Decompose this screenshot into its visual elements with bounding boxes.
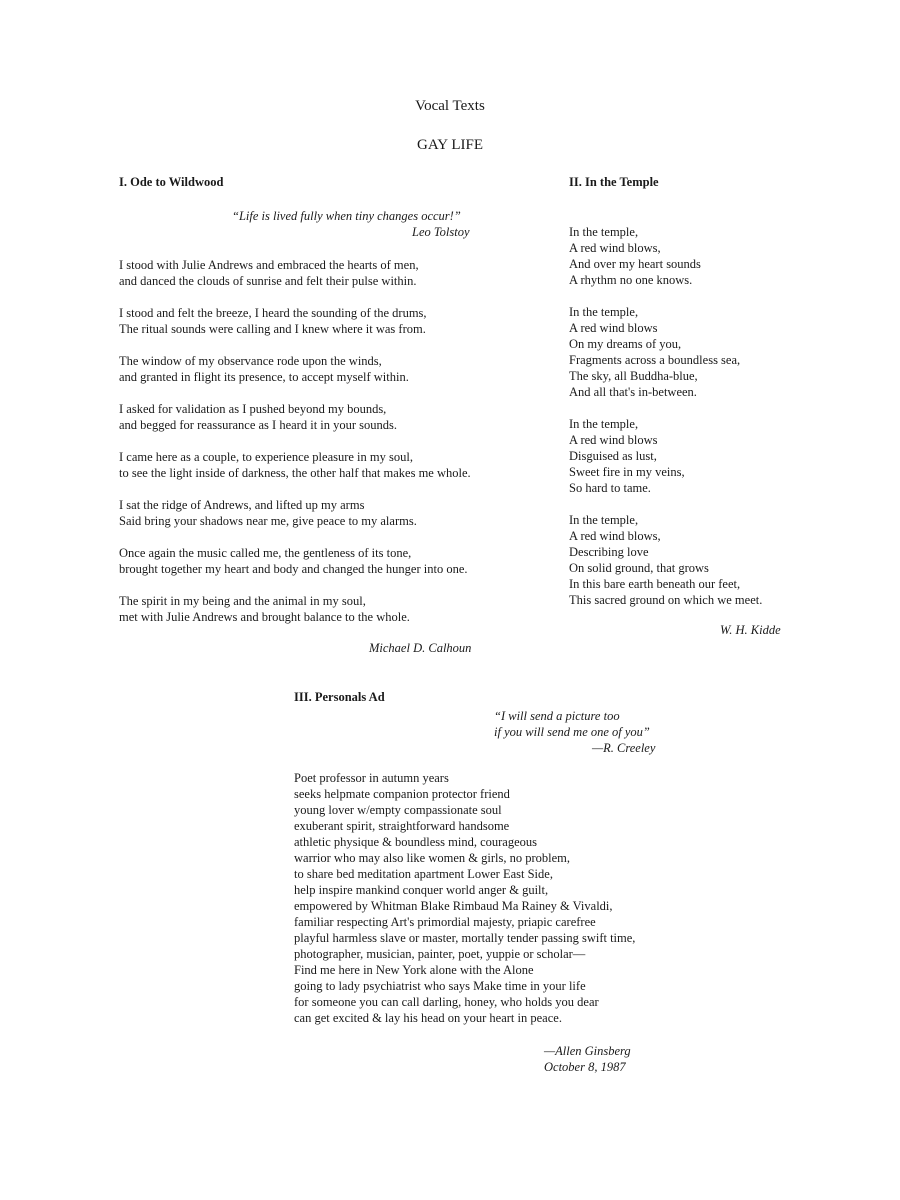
poem3-epigraph [494,708,655,756]
credit-line: Michael D. Calhoun [369,641,472,655]
poem-line: A red wind blows [569,433,658,447]
poem-line: met with Julie Andrews and brought balance to the whole. [119,610,410,624]
poem-line: In the temple, [569,513,639,527]
poem-line: to share bed meditation apartment Lower East Side, [294,867,553,881]
poem-line: and granted in flight its presence, to accept myself within. [119,370,409,384]
poem1-stanza [119,449,471,481]
poem-line: On my dreams of you, [569,337,682,351]
poem-line: And over my heart sounds [569,257,701,271]
poem-line: The ritual sounds were calling and I knew where it was from. [119,322,426,336]
poem-line: A red wind blows, [569,241,661,255]
page-subtitle: GAY LIFE [417,137,483,153]
poem-line: Describing love [569,545,649,559]
poem-line: So hard to tame. [569,481,651,495]
poem-line: athletic physique & boundless mind, courageous [294,835,538,849]
poem-line: In the temple, [569,417,639,431]
poem-line: This sacred ground on which we meet. [569,593,763,607]
poem-line: Once again the music called me, the gentleness of its tone, [119,546,412,560]
poem-line: A rhythm no one knows. [569,273,693,287]
poem3-epigraph-line: “I will send a picture too [494,709,620,723]
poem-line: On solid ground, that grows [569,561,709,575]
poem3-stanza [294,770,635,1026]
poem-line: Disguised as lust, [569,449,657,463]
poem-line: Fragments across a boundless sea, [569,353,741,367]
poem3-epigraph-line: if you will send me one of you” [494,725,650,739]
poem2-stanza [569,512,762,608]
poem2-credit [720,622,781,638]
poem-line: I stood with Julie Andrews and embraced the hearts of men, [119,258,419,272]
poem1-stanza [119,497,417,529]
poem1-stanza [119,305,427,337]
credit-line: W. H. Kidde [720,623,781,637]
poem-line: seeks helpmate companion protector friend [294,787,510,801]
poem-line: Poet professor in autumn years [294,771,449,785]
poem-line: In this bare earth beneath our feet, [569,577,741,591]
poem-line: help inspire mankind conquer world anger & guilt, [294,883,549,897]
poem-line: In the temple, [569,305,639,319]
poem2-heading: II. In the Temple [569,175,659,189]
page-title: Vocal Texts [415,98,485,114]
poem-line: The sky, all Buddha-blue, [569,369,698,383]
poem-line: A red wind blows [569,321,658,335]
poem-line: playful harmless slave or master, mortally tender passing swift time, [294,931,636,945]
poem-line: The spirit in my being and the animal in my soul, [119,594,366,608]
poem-line: warrior who may also like women & girls, no problem, [294,851,570,865]
poem-line: for someone you can call darling, honey, who holds you dear [294,995,599,1009]
poem-line: Sweet fire in my veins, [569,465,685,479]
poem3-heading: III. Personals Ad [294,690,385,704]
poem-line: I came here as a couple, to experience pleasure in my soul, [119,450,413,464]
poem-line: The window of my observance rode upon the winds, [119,354,382,368]
poem-line: brought together my heart and body and changed the hunger into one. [119,562,468,576]
poem-line: I asked for validation as I pushed beyond my bounds, [119,402,387,416]
poem-line: and begged for reassurance as I heard it in your sounds. [119,418,398,432]
poem1-stanza [119,401,397,433]
poem1-epigraph [232,208,461,224]
poem-line: I stood and felt the breeze, I heard the sounding of the drums, [119,306,427,320]
credit-line: —Allen Ginsberg [544,1044,631,1058]
poem-line: familiar respecting Art's primordial majesty, priapic carefree [294,915,596,929]
credit-line: October 8, 1987 [544,1060,626,1074]
poem-line: going to lady psychiatrist who says Make time in your life [294,979,586,993]
poem1-stanza [119,593,410,625]
poem-line: empowered by Whitman Blake Rimbaud Ma Rainey & Vivaldi, [294,899,613,913]
poem-line: Find me here in New York alone with the Alone [294,963,534,977]
poem1-heading: I. Ode to Wildwood [119,175,224,189]
poem1-stanza [119,545,468,577]
poem-line: to see the light inside of darkness, the other half that makes me whole. [119,466,471,480]
poem1-epigraph-line: “Life is lived fully when tiny changes occur!” [232,209,461,223]
poem-line: In the temple, [569,225,639,239]
poem1-epigraph-author: Leo Tolstoy [412,225,470,239]
poem-line: can get excited & lay his head on your heart in peace. [294,1011,562,1025]
poem2-stanza [569,224,701,288]
poem-line: Said bring your shadows near me, give peace to my alarms. [119,514,417,528]
poem1-credit [369,640,471,656]
poem3-epigraph-author: —R. Creeley [592,741,656,755]
poem2-stanza [569,416,685,496]
poem-line: And all that's in-between. [569,385,697,399]
poem-line: photographer, musician, painter, poet, yuppie or scholar— [294,947,586,961]
poem-line: exuberant spirit, straightforward handsome [294,819,510,833]
poem1-stanza [119,353,409,385]
poem3-credit [544,1043,631,1075]
poem-line: young lover w/empty compassionate soul [294,803,502,817]
poem-line: I sat the ridge of Andrews, and lifted up my arms [119,498,365,512]
poem-line: A red wind blows, [569,529,661,543]
poem2-stanza [569,304,740,400]
poem-line: and danced the clouds of sunrise and felt their pulse within. [119,274,417,288]
poem1-stanza [119,257,419,289]
